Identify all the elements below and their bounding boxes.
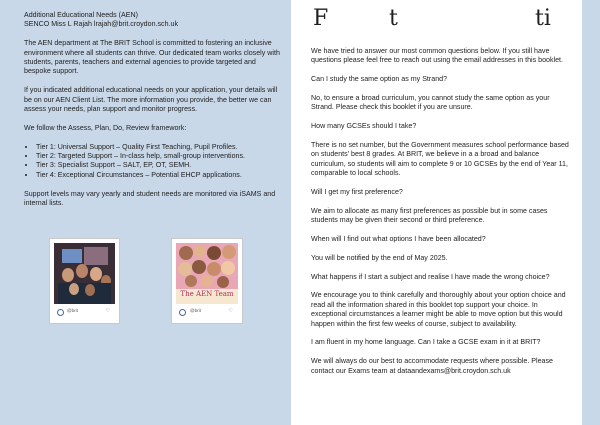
- faq-answer: We will always do our best to accommodate requests where possible. Please contact our Exams team at dataandexams@brit.croydon.sch.uk: [311, 357, 553, 375]
- heart-icon: ♡: [228, 308, 233, 314]
- faq-question: Will I get my first preference?: [311, 188, 403, 197]
- instagram-icon: [57, 309, 64, 316]
- faq-section: [311, 47, 573, 376]
- aen-section: [24, 11, 284, 218]
- framework-intro: We follow the Assess, Plan, Do, Review framework:: [24, 123, 187, 132]
- faq-question: Can I study the same option as my Strand?: [311, 75, 448, 84]
- tier-item: • Tier 3: Specialist Support – SALT, EP, OT, SEMH.: [36, 161, 284, 170]
- heading-letter: t: [389, 6, 398, 31]
- faq-answer: There is no set number, but the Government measures school performance based on students' best 8 grades. At BRIT, we believe in a a broad and balance curriculum, so students will aim to complete 9 or 10 GCSEs by the end of Year 11, comparable to local schools.: [311, 141, 569, 178]
- aen-intro: The AEN department at The BRIT School is committed to fostering an inclusive environment where all students can thrive. Our dedicated team works closely with students, parents, teachers and external agencies to provide targeted and bespoke support.: [24, 39, 280, 76]
- faq-answer: We aim to allocate as many first preferences as possible but in some cases students may be given their second or third preference.: [311, 206, 548, 225]
- faq-answer: We encourage you to think carefully and thoroughly about your option choice and read all the information shared in this booklet top support your choice. In exceptional circumstances a learner might be able to move option but this would happen within the first few weeks of course, subject to availability.: [311, 291, 566, 328]
- support-note: Support levels may vary yearly and student needs are monitored via iSAMS and internal lists.: [24, 189, 276, 208]
- faq-heading: [300, 6, 582, 36]
- polaroid-aen-team: [172, 239, 242, 323]
- tier-item: • Tier 4: Exceptional Circumstances – Potential EHCP applications.: [36, 171, 284, 180]
- group-photo: [54, 243, 115, 304]
- faq-question: When will I find out what options I have been allocated?: [311, 235, 486, 244]
- heart-icon: ♡: [105, 308, 110, 314]
- aen-team-banner: The AEN Team: [180, 290, 234, 298]
- polaroid-handle: @brit: [190, 308, 201, 313]
- instagram-icon: [179, 309, 186, 316]
- polaroid-group-photo: [50, 239, 119, 323]
- faq-question: What happens if I start a subject and realise I have made the wrong choice?: [311, 272, 550, 281]
- tier-list: [24, 143, 284, 181]
- right-edge-strip: [582, 0, 600, 425]
- polaroid-handle: @brit: [67, 308, 78, 313]
- tier-item: • Tier 1: Universal Support – Quality First Teaching, Pupil Profiles.: [36, 143, 284, 152]
- aen-team-collage: [176, 243, 238, 304]
- faq-answer: You will be notified by the end of May 2025.: [311, 253, 448, 262]
- faq-intro: We have tried to answer our most common questions below. If you still have questions please feel free to reach out using the email addresses in this booklet.: [311, 47, 563, 65]
- senco-contact: SENCO Miss L Rajah lrajah@brit.croydon.sch.uk: [24, 20, 178, 29]
- page-gutter: [291, 0, 300, 425]
- client-list-paragraph: If you indicated additional educational needs on your application, your details will be on our AEN Client List. The more information you provide, the better we can assess your needs, plan support and monitor progress.: [24, 86, 278, 114]
- tier-item: • Tier 2: Targeted Support – In-class help, small-group interventions.: [36, 152, 284, 161]
- faq-question: How many GCSEs should I take?: [311, 122, 417, 131]
- heading-letter: F: [313, 6, 329, 31]
- heading-letter: ti: [535, 6, 551, 31]
- faq-answer: No, to ensure a broad curriculum, you cannot study the same option as your Strand. Please check this booklet if you are unsure.: [311, 94, 550, 112]
- faq-question: I am fluent in my home language. Can I take a GCSE exam in it at BRIT?: [311, 338, 541, 347]
- aen-title: Additional Educational Needs (AEN): [24, 11, 138, 19]
